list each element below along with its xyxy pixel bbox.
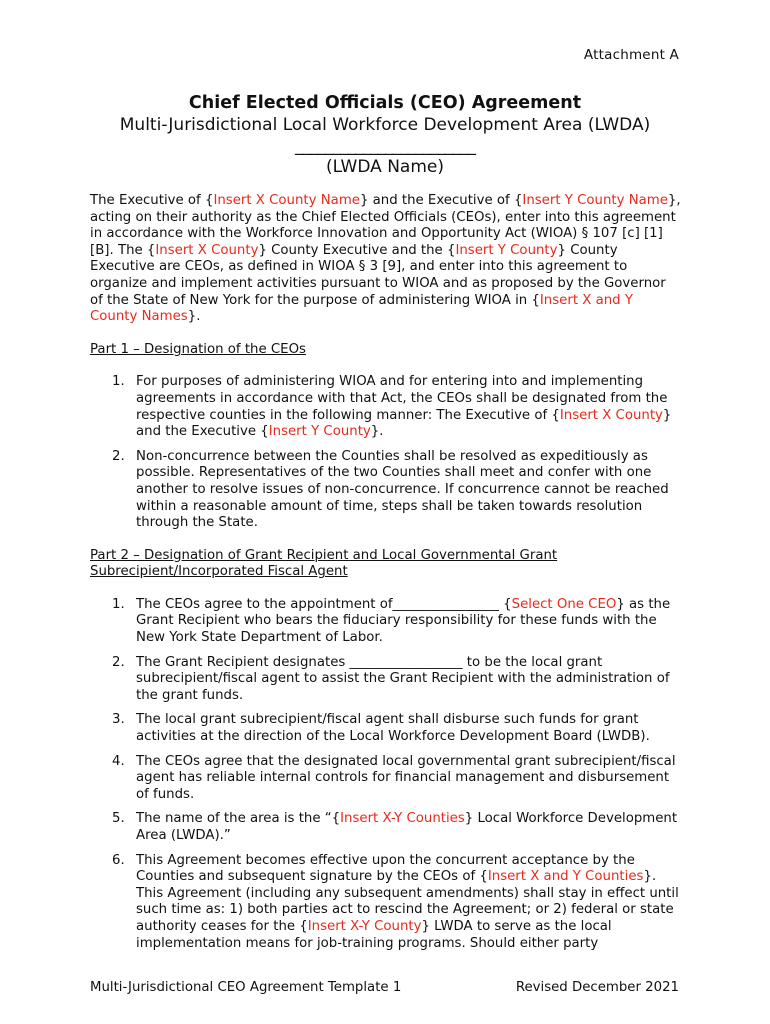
list-number: 3. <box>112 712 125 728</box>
list-number: 6. <box>112 852 125 868</box>
placeholder-select-ceo: Select One CEO <box>511 596 617 612</box>
placeholder-xy-county-names: Insert X and Y County Names <box>90 292 633 325</box>
list-text: For purposes of administering WIOA and for entering into and implementing agreements in accordance with that Act, the CEOs shall be designated from the respective counties in the following manner: The Executive of { <box>136 374 668 423</box>
intro-text: } County Executive are CEOs, as defined in WIOA § 3 [9], and enter into this agreement to organize and implement activities pursuant to WIOA and as proposed by the Governor of the State of New York for the purpose of administering WIOA in { <box>90 242 666 308</box>
list-text: }. <box>370 424 384 440</box>
document-title: Chief Elected Officials (CEO) Agreement <box>188 93 582 113</box>
list-number: 2. <box>112 448 125 464</box>
placeholder-y-county: Insert Y County <box>268 424 371 440</box>
lwda-name-label: (LWDA Name) <box>326 157 444 177</box>
list-text: } Local Workforce Development Area (LWDA).” <box>136 811 678 843</box>
part1-list <box>90 374 682 531</box>
document-subtitle: Multi-Jurisdictional Local Workforce Development Area (LWDA) <box>119 115 651 135</box>
part2-list <box>90 597 682 952</box>
intro-text: } and the Executive of { <box>359 193 523 208</box>
list-number: 5. <box>112 811 125 827</box>
placeholder-xy-county: Insert X-Y County <box>307 918 422 934</box>
placeholder-y-county-name: Insert Y County Name <box>522 193 668 208</box>
list-text: The CEOs agree to the appointment of________________ { <box>136 596 512 612</box>
intro-text: } County Executive and the { <box>258 242 456 258</box>
part2-heading: Part 2 – Designation of Grant Recipient and Local Governmental Grant Subrecipient/Incorporated Fiscal Agent <box>90 547 558 580</box>
list-item <box>90 853 682 953</box>
placeholder-x-county: Insert X County <box>559 407 663 423</box>
list-number: 1. <box>112 374 125 390</box>
intro-text: The Executive of { <box>90 193 214 208</box>
list-number: 2. <box>112 654 125 670</box>
list-text: The local grant subrecipient/fiscal agent shall disburse such funds for grant activities at the direction of the Local Workforce Development Board (LWDB). <box>136 712 650 745</box>
attachment-label: Attachment A <box>583 47 679 63</box>
list-item <box>90 655 682 705</box>
list-text: The name of the area is the “{ <box>136 811 341 827</box>
title-block <box>90 92 680 178</box>
list-item <box>90 712 682 745</box>
list-text: This Agreement becomes effective upon the concurrent acceptance by the Counties and subsequent signature by the CEOs of { <box>136 852 635 885</box>
list-item <box>90 449 682 532</box>
intro-text: }. <box>187 309 201 325</box>
list-item <box>90 811 682 844</box>
placeholder-x-and-y-counties: Insert X and Y Counties <box>487 869 644 885</box>
lwda-name-blank: ________________________ <box>295 136 475 156</box>
placeholder-y-county: Insert Y County <box>455 242 558 258</box>
list-item <box>90 374 682 440</box>
list-number: 4. <box>112 753 125 769</box>
list-text: }. This Agreement (including any subsequent amendments) shall stay in effect until such time as: 1) both parties act to rescind the Agreement; or 2) federal or state authority ceases for the { <box>136 869 679 934</box>
list-text: The Grant Recipient designates _________________ to be the local grant subrecipient/fiscal agent to assist the Grant Recipient with the administration of the grant funds. <box>136 654 670 703</box>
placeholder-x-county: Insert X County <box>155 242 259 258</box>
list-text: } LWDA to serve as the local implementation means for job-training programs. Should either party <box>136 918 612 951</box>
part1-heading: Part 1 – Designation of the CEOs <box>90 341 306 357</box>
footer-revision-date: Revised December 2021 <box>515 980 679 995</box>
footer-template-name: Multi-Jurisdictional CEO Agreement Template 1 <box>90 980 402 995</box>
list-text: } as the Grant Recipient who bears the fiduciary responsibility for these funds with the New York State Department of Labor. <box>136 596 671 646</box>
document-body <box>90 193 682 968</box>
list-text: The CEOs agree that the designated local governmental grant subrecipient/fiscal agent has reliable internal controls for financial management and disbursement of funds. <box>136 753 676 802</box>
page-footer <box>90 980 679 995</box>
list-item <box>90 597 682 647</box>
placeholder-xy-counties: Insert X-Y Counties <box>340 811 465 827</box>
list-item <box>90 754 682 804</box>
list-text: } and the Executive { <box>136 407 672 440</box>
placeholder-x-county-name: Insert X County Name <box>213 193 360 208</box>
intro-text: }, acting on their authority as the Chief Elected Officials (CEOs), enter into this agreement in accordance with the Workforce Innovation and Opportunity Act (WIOA) § 107 [c] [1] [B]. The { <box>90 193 681 258</box>
list-text: Non-concurrence between the Counties shall be resolved as expeditiously as possible. Representatives of the two Counties shall meet and confer with one another to resolve issues of non-concurrence. If concurrence cannot be reached within a reasonable amount of time, steps shall be taken towards resolution through the State. <box>136 448 669 531</box>
intro-paragraph <box>90 193 682 326</box>
list-number: 1. <box>112 596 125 612</box>
